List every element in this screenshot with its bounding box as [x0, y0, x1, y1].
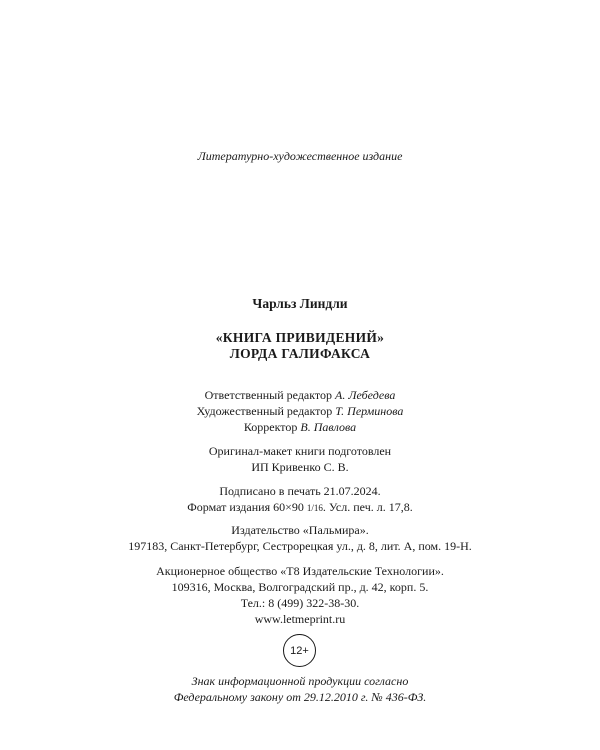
- book-title-line-2: ЛОРДА ГАЛИФАКСА: [229, 346, 371, 361]
- print-format-fraction: 1/16: [306, 503, 323, 513]
- publisher-name: Издательство «Пальмира».: [231, 523, 369, 537]
- layout-credit-line-1: Оригинал-макет книги подготовлен: [208, 444, 392, 458]
- printer-phone: Тел.: 8 (499) 322-38-30.: [240, 596, 360, 610]
- printer-name: Акционерное общество «Т8 Издательские Технологии».: [156, 564, 444, 578]
- proofreader-credit: [0, 419, 600, 435]
- print-signed-date: Подписано в печать 21.07.2024.: [219, 484, 381, 498]
- age-note-line-1: Знак информационной продукции согласно: [191, 674, 409, 688]
- print-format-prefix: Формат издания 60×90: [187, 500, 304, 514]
- proofreader-name: В. Павлова: [300, 420, 357, 434]
- book-title-line-1: «КНИГА ПРИВИДЕНИЙ»: [215, 330, 385, 345]
- art-editor-credit: [0, 403, 600, 419]
- print-format: [0, 499, 600, 516]
- age-note-line-2: Федеральному закону от 29.12.2010 г. № 436-ФЗ.: [173, 690, 427, 704]
- proofreader-role: Корректор: [243, 420, 298, 434]
- age-rating-badge: [283, 634, 316, 667]
- editor-role: Ответственный редактор: [204, 388, 333, 402]
- editor-credit: [0, 387, 600, 403]
- genre-label: Литературно-художественное издание: [197, 149, 403, 163]
- art-editor-role: Художественный редактор: [196, 404, 333, 418]
- author-name: Чарльз Линдли: [252, 296, 348, 311]
- print-format-suffix: . Усл. печ. л. 17,8.: [322, 500, 413, 514]
- printer-address: 109316, Москва, Волгоградский пр., д. 42, корп. 5.: [171, 580, 429, 594]
- publisher-address: 197183, Санкт-Петербург, Сестрорецкая ул., д. 8, лит. А, пом. 19-Н.: [128, 539, 472, 553]
- editor-name: А. Лебедева: [335, 388, 396, 402]
- age-rating-value: 12+: [290, 644, 309, 657]
- art-editor-name: Т. Перминова: [335, 404, 404, 418]
- printer-website: www.letmeprint.ru: [254, 612, 346, 626]
- layout-credit-line-2: ИП Кривенко С. В.: [251, 460, 349, 474]
